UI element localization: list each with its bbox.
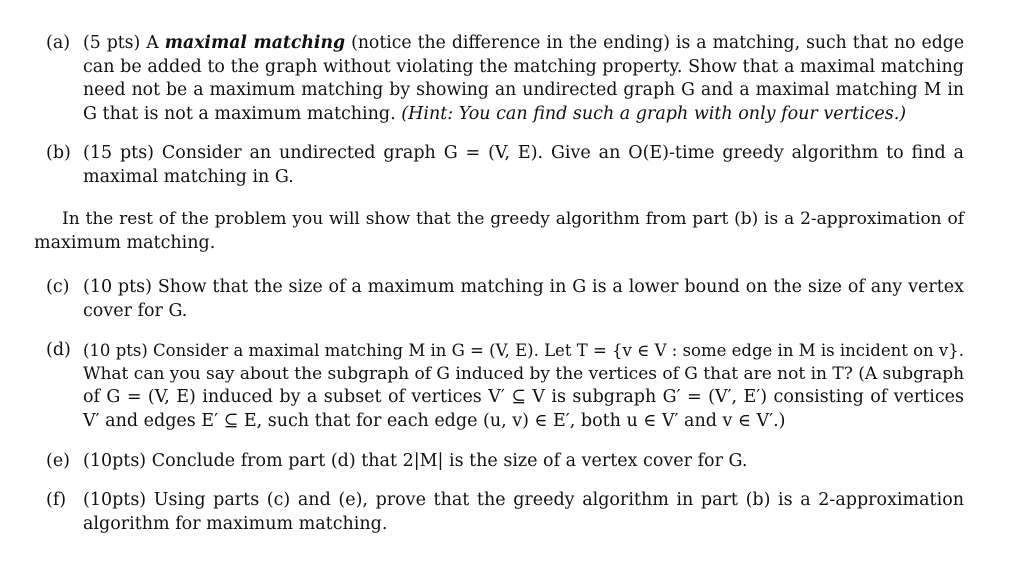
part-a bbox=[46, 32, 964, 126]
part-b-label: (b) bbox=[46, 143, 71, 163]
part-d-label: (d) bbox=[46, 340, 71, 360]
part-b-line-1: (15 pts) Consider an undirected graph G = (V, E). Give an O(E)-time greedy algorithm to find a bbox=[83, 143, 964, 163]
part-c bbox=[46, 276, 964, 323]
intro-line-1: In the rest of the problem you will show that the greedy algorithm from part (b) is a 2-approximation of bbox=[62, 209, 964, 229]
part-f-line-1: (10pts) Using parts (c) and (e), prove that the greedy algorithm in part (b) is a 2-approximation bbox=[83, 490, 964, 510]
part-c-line-2: cover for G. bbox=[83, 300, 188, 321]
part-d bbox=[46, 339, 964, 433]
part-b bbox=[46, 142, 964, 189]
part-e-label: (e) bbox=[46, 451, 71, 471]
part-a-line-2: can be added to the graph without violating the matching property. Show that a maximal matching bbox=[83, 56, 964, 77]
part-c-label: (c) bbox=[46, 277, 70, 297]
part-d-line-3: of G = (V, E) induced by a subset of vertices V′ ⊆ V is subgraph G′ = (V′, E′) consisting of vertices bbox=[83, 387, 964, 407]
part-d-line-4: V′ and edges E′ ⊆ E, such that for each edge (u, v) ∈ E′, both u ∈ V′ and v ∈ V′.) bbox=[83, 410, 786, 431]
maximal-matching-term: maximal matching bbox=[164, 33, 346, 53]
part-e bbox=[46, 450, 964, 474]
part-e-line-1: (10pts) Conclude from part (d) that 2|M| is the size of a vertex cover for G. bbox=[83, 451, 748, 471]
part-b-line-2: maximal matching in G. bbox=[83, 166, 294, 187]
part-d-line-2: What can you say about the subgraph of G induced by the vertices of G that are not in T? (A subgraph bbox=[83, 363, 965, 384]
part-d-line-1: (10 pts) Consider a maximal matching M in G = (V, E). Let T = {v ∈ V : some edge in M is incident on v}. bbox=[83, 341, 964, 360]
part-f-label: (f) bbox=[46, 490, 67, 510]
part-a-line-4: G that is not a maximum matching. (Hint: You can find such a graph with only four vertices.) bbox=[83, 103, 907, 124]
intro-paragraph bbox=[34, 208, 964, 255]
part-c-line-1: (10 pts) Show that the size of a maximum matching in G is a lower bound on the size of any vertex bbox=[83, 277, 964, 297]
part-f bbox=[46, 489, 964, 536]
intro-line-2: maximum matching. bbox=[34, 232, 216, 253]
part-a-line-3: need not be a maximum matching by showing an undirected graph G and a maximal matching M in bbox=[83, 80, 964, 100]
part-a-line-1: (5 pts) A maximal matching (notice the difference in the ending) is a matching, such that no edge bbox=[83, 33, 965, 53]
part-f-line-2: algorithm for maximum matching. bbox=[83, 513, 388, 534]
part-a-label: (a) bbox=[46, 33, 71, 53]
hint-text: (Hint: You can find such a graph with only four vertices.) bbox=[401, 103, 907, 124]
